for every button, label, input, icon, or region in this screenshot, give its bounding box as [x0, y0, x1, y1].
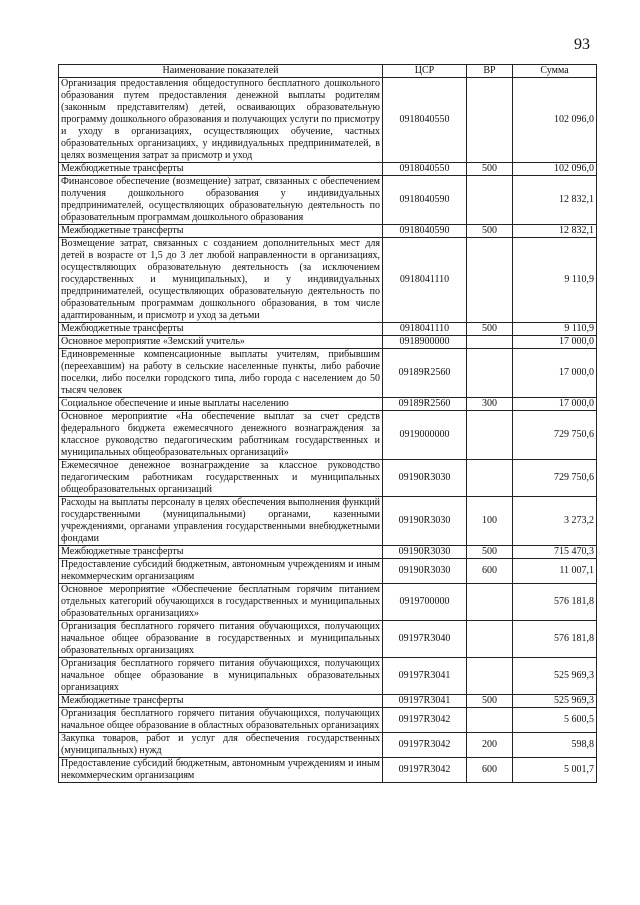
table-row: [59, 559, 597, 584]
cell-sum: 17 000,0: [513, 349, 597, 398]
cell-sum: 525 969,3: [513, 695, 597, 708]
cell-name: Организация предоставления общедоступного бесплатного дошкольного образования путем предоставления денежной выплаты родителям (законным представителям) детей, осваивающих образовательную программу дошкольного образования и получающих услуги по присмотру и уходу в организациях, осуществляющих обучение, частных образовательных организациях, у индивидуальных предпринимателей, в целях возмещения затрат за присмотр и уход: [59, 78, 383, 163]
cell-name: Предоставление субсидий бюджетным, автономным учреждениям и иным некоммерческим организациям: [59, 559, 383, 584]
cell-name: Основное мероприятие «Обеспечение бесплатным горячим питанием отдельных категорий обучающихся в государственных и муниципальных образовательных организациях»: [59, 584, 383, 621]
cell-csr: 09190R3030: [383, 546, 467, 559]
cell-csr: 0918900000: [383, 336, 467, 349]
table-header-row: [59, 65, 597, 78]
cell-csr: 09197R3041: [383, 658, 467, 695]
cell-name: Межбюджетные трансферты: [59, 546, 383, 559]
cell-vr: [467, 460, 513, 497]
table-row: [59, 733, 597, 758]
table-row: [59, 460, 597, 497]
cell-csr: 09197R3040: [383, 621, 467, 658]
cell-csr: 09197R3041: [383, 695, 467, 708]
table-row: [59, 621, 597, 658]
cell-vr: 500: [467, 163, 513, 176]
cell-sum: 11 007,1: [513, 559, 597, 584]
cell-csr: 0918041110: [383, 323, 467, 336]
cell-vr: 500: [467, 323, 513, 336]
page-number: 93: [574, 36, 590, 53]
table-row: [59, 658, 597, 695]
cell-vr: [467, 238, 513, 323]
cell-name: Межбюджетные трансферты: [59, 695, 383, 708]
table-row: [59, 176, 597, 225]
cell-sum: 598,8: [513, 733, 597, 758]
cell-name: Расходы на выплаты персоналу в целях обеспечения выполнения функций государственными (муниципальными) органами, казенными учреждениями, органами управления государственными внебюджетными фондами: [59, 497, 383, 546]
header-vr: ВР: [467, 65, 513, 78]
cell-sum: 715 470,3: [513, 546, 597, 559]
cell-csr: 09197R3042: [383, 708, 467, 733]
cell-vr: 500: [467, 225, 513, 238]
table-row: [59, 336, 597, 349]
cell-sum: 729 750,6: [513, 460, 597, 497]
header-sum: Сумма: [513, 65, 597, 78]
cell-name: Закупка товаров, работ и услуг для обеспечения государственных (муниципальных) нужд: [59, 733, 383, 758]
cell-csr: 0919700000: [383, 584, 467, 621]
budget-table: [58, 64, 597, 783]
cell-csr: 0918040550: [383, 163, 467, 176]
cell-name: Основное мероприятие «Земский учитель»: [59, 336, 383, 349]
cell-vr: 100: [467, 497, 513, 546]
cell-sum: 5 001,7: [513, 758, 597, 783]
cell-name: Межбюджетные трансферты: [59, 163, 383, 176]
cell-vr: 300: [467, 398, 513, 411]
table-row: [59, 163, 597, 176]
cell-sum: 576 181,8: [513, 584, 597, 621]
table-row: [59, 225, 597, 238]
cell-name: Предоставление субсидий бюджетным, автономным учреждениям и иным некоммерческим организациям: [59, 758, 383, 783]
cell-csr: 0918040590: [383, 225, 467, 238]
cell-vr: [467, 584, 513, 621]
table-row: [59, 349, 597, 398]
cell-vr: [467, 708, 513, 733]
table-row: [59, 546, 597, 559]
cell-vr: 600: [467, 559, 513, 584]
cell-csr: 09197R3042: [383, 758, 467, 783]
table-row: [59, 398, 597, 411]
cell-csr: 09190R3030: [383, 460, 467, 497]
cell-sum: 17 000,0: [513, 398, 597, 411]
cell-csr: 09190R3030: [383, 559, 467, 584]
table-row: [59, 238, 597, 323]
table-row: [59, 323, 597, 336]
cell-sum: 5 600,5: [513, 708, 597, 733]
cell-sum: 12 832,1: [513, 176, 597, 225]
cell-vr: [467, 349, 513, 398]
table-row: [59, 708, 597, 733]
cell-vr: 500: [467, 695, 513, 708]
cell-name: Единовременные компенсационные выплаты учителям, прибывшим (переехавшим) на работу в сельские населенные пункты, либо рабочие поселки, либо поселки городского типа, либо города с населением до 50 тысяч человек: [59, 349, 383, 398]
cell-sum: 17 000,0: [513, 336, 597, 349]
cell-vr: 500: [467, 546, 513, 559]
header-name: Наименование показателей: [59, 65, 383, 78]
cell-vr: [467, 78, 513, 163]
cell-sum: 102 096,0: [513, 78, 597, 163]
cell-sum: 102 096,0: [513, 163, 597, 176]
header-csr: ЦСР: [383, 65, 467, 78]
cell-csr: 0919000000: [383, 411, 467, 460]
cell-csr: 09189R2560: [383, 398, 467, 411]
cell-csr: 0918040590: [383, 176, 467, 225]
cell-vr: [467, 621, 513, 658]
cell-name: Межбюджетные трансферты: [59, 323, 383, 336]
cell-name: Межбюджетные трансферты: [59, 225, 383, 238]
cell-name: Возмещение затрат, связанных с созданием дополнительных мест для детей в возрасте от 1,5 до 3 лет любой направленности в организациях, осуществляющих образовательную деятельность (за исключением государственных и муниципальных), и у индивидуальных предпринимателей, осуществляющих образовательную деятельность по образовательным программам дошкольного образования, в том числе адаптированным, и присмотр и уход за детьми: [59, 238, 383, 323]
cell-vr: [467, 336, 513, 349]
table-row: [59, 78, 597, 163]
cell-name: Организация бесплатного горячего питания обучающихся, получающих начальное общее образование в государственных и муниципальных образовательных организациях: [59, 621, 383, 658]
cell-sum: 12 832,1: [513, 225, 597, 238]
cell-csr: 0918040550: [383, 78, 467, 163]
cell-vr: [467, 658, 513, 695]
cell-sum: 3 273,2: [513, 497, 597, 546]
cell-sum: 525 969,3: [513, 658, 597, 695]
cell-sum: 729 750,6: [513, 411, 597, 460]
cell-vr: 600: [467, 758, 513, 783]
table-row: [59, 695, 597, 708]
table-row: [59, 497, 597, 546]
cell-csr: 09190R3030: [383, 497, 467, 546]
cell-csr: 09189R2560: [383, 349, 467, 398]
cell-name: Ежемесячное денежное вознаграждение за классное руководство педагогическим работникам государственных и муниципальных общеобразовательных организаций: [59, 460, 383, 497]
cell-sum: 9 110,9: [513, 238, 597, 323]
cell-sum: 576 181,8: [513, 621, 597, 658]
cell-name: Финансовое обеспечение (возмещение) затрат, связанных с обеспечением получения дошкольного образования у индивидуальных предпринимателей, осуществляющих образовательную деятельность по образовательным программам дошкольного образования: [59, 176, 383, 225]
table-body: [59, 78, 597, 783]
cell-csr: 09197R3042: [383, 733, 467, 758]
table-row: [59, 758, 597, 783]
cell-name: Социальное обеспечение и иные выплаты населению: [59, 398, 383, 411]
cell-vr: [467, 411, 513, 460]
cell-name: Организация бесплатного горячего питания обучающихся, получающих начальное общее образование в областных образовательных организациях: [59, 708, 383, 733]
table-row: [59, 411, 597, 460]
cell-name: Организация бесплатного горячего питания обучающихся, получающих начальное общее образование в муниципальных образовательных организациях: [59, 658, 383, 695]
table-row: [59, 584, 597, 621]
cell-vr: [467, 176, 513, 225]
cell-csr: 0918041110: [383, 238, 467, 323]
cell-sum: 9 110,9: [513, 323, 597, 336]
cell-vr: 200: [467, 733, 513, 758]
cell-name: Основное мероприятие «На обеспечение выплат за счет средств федерального бюджета ежемесячного денежного вознаграждения за классное руководство педагогическим работникам государственных и муниципальных общеобразовательных организаций»: [59, 411, 383, 460]
